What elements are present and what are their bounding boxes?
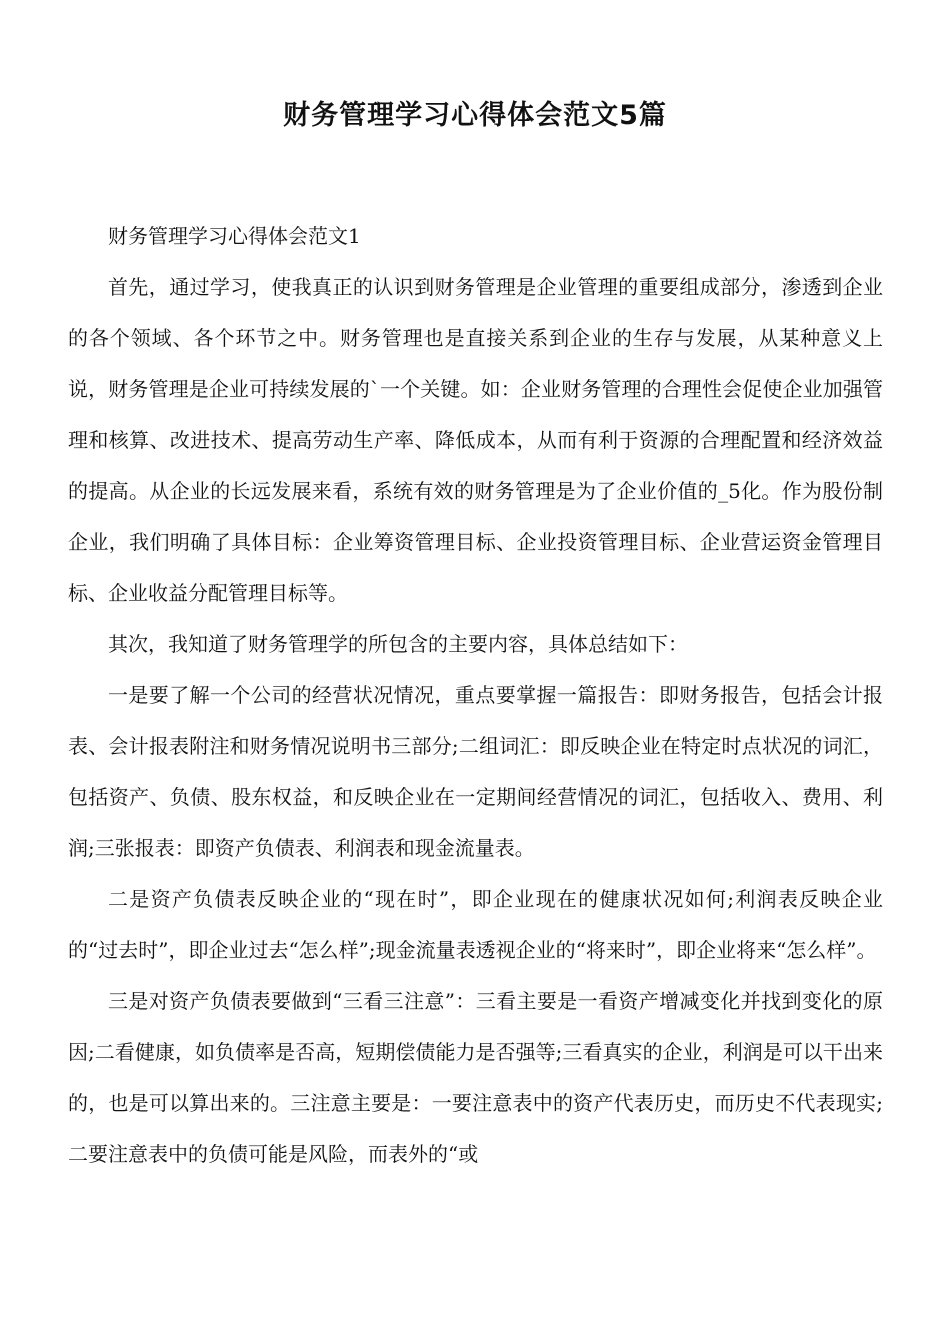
document-body: [68, 211, 883, 1180]
paragraph-point-three: 三是对资产负债表要做到“三看三注意”：三看主要是一看资产增减变化并找到变化的原因;二看健康，如负债率是否高，短期偿债能力是否强等;三看真实的企业，利润是可以干出来的，也是可以算出来的。三注意主要是：一要注意表中的资产代表历史，而历史不代表现实;二要注意表中的负债可能是风险，而表外的“或: [68, 989, 883, 1166]
paragraph-summary-lead: 其次，我知道了财务管理学的所包含的主要内容，具体总结如下：: [108, 632, 688, 656]
paragraph-point-one: 一是要了解一个公司的经营状况情况，重点要掌握一篇报告：即财务报告，包括会计报表、会计报表附注和财务情况说明书三部分;二组词汇：即反映企业在特定时点状况的词汇，包括资产、负债、股东权益，和反映企业在一定期间经营情况的词汇，包括收入、费用、利润;三张报表：即资产负债表、利润表和现金流量表。: [68, 683, 883, 860]
paragraph-point-two: 二是资产负债表反映企业的“现在时”，即企业现在的健康状况如何;利润表反映企业的“过去时”，即企业过去“怎么样”;现金流量表透视企业的“将来时”，即企业将来“怎么样”。: [68, 887, 883, 962]
section-heading: 财务管理学习心得体会范文1: [108, 224, 361, 248]
paragraph-intro: 首先，通过学习，使我真正的认识到财务管理是企业管理的重要组成部分，渗透到企业的各个领域、各个环节之中。财务管理也是直接关系到企业的生存与发展，从某种意义上说，财务管理是企业可持续发展的`一个关键。如：企业财务管理的合理性会促使企业加强管理和核算、改进技术、提高劳动生产率、降低成本，从而有利于资源的合理配置和经济效益的提高。从企业的长远发展来看，系统有效的财务管理是为了企业价值的_5化。作为股份制企业，我们明确了具体目标：企业筹资管理目标、企业投资管理目标、企业营运资金管理目标、企业收益分配管理目标等。: [68, 275, 883, 605]
document-title: 财务管理学习心得体会范文5篇: [283, 100, 667, 131]
